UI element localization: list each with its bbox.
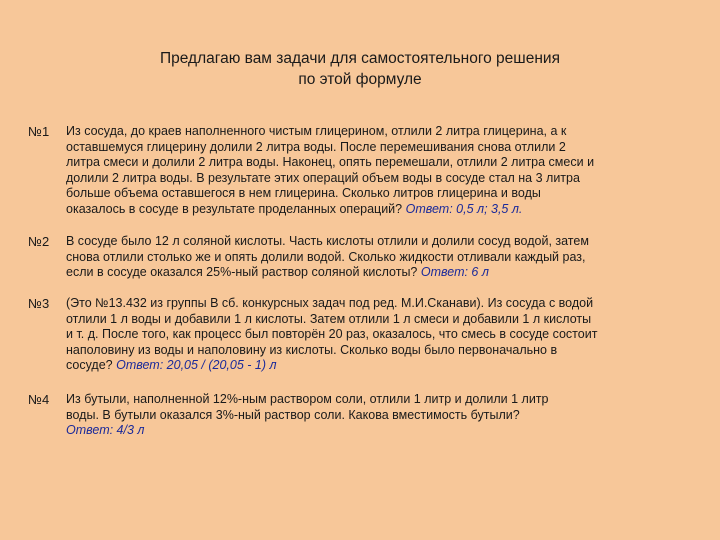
problem-line: наполовину из воды и наполовину из кислоты. Сколько воды было первоначально в — [66, 342, 558, 357]
problem-line: сосуде? — [66, 358, 113, 373]
problem-line: литра смеси и долили 2 литра воды. Наконец, опять перемешали, отлили 2 литра смеси и — [66, 155, 595, 170]
slide-title — [0, 48, 720, 90]
problem-line: (Это №13.432 из группы В сб. конкурсных задач под ред. М.И.Сканави). Из сосуда с водой — [66, 296, 594, 310]
problem-last-line — [66, 265, 706, 281]
problem-line: долили 2 литра воды. В результате этих операций объем воды в сосуде стал на 3 литра — [66, 170, 580, 185]
problem-line: отлили 1 л воды и добавили 1 л кислоты. Затем отлили 1 л смеси и добавили 1 л кислоты — [66, 311, 592, 326]
problem-line: В сосуде было 12 л соляной кислоты. Часть кислоты отлили и долили сосуд водой, затем — [66, 234, 589, 248]
title-line-2: по этой формуле — [298, 71, 422, 88]
problem-line: оказалось в сосуде в результате проделанных операций? — [66, 201, 403, 216]
problem-text — [66, 296, 706, 374]
problem-line: Из бутыли, наполненной 12%-ным раствором соли, отлили 1 литр и долили 1 литр — [66, 392, 549, 406]
problem-last-line — [66, 202, 706, 218]
problem-number: №4 — [28, 392, 50, 407]
problem-number: №3 — [28, 296, 50, 311]
problem-line: если в сосуде оказался 25%-ный раствор соляной кислоты? — [66, 265, 418, 280]
problem-number: №2 — [28, 234, 50, 249]
problem-line: и т. д. После того, как процесс был повторён 20 раз, оказалось, что смесь в сосуде состоит — [66, 327, 598, 342]
answer: Ответ: 20,05 / (20,05 - 1) л — [116, 358, 277, 373]
problem-line: оставшемуся глицерину долили 2 литра воды. После перемешивания снова отлили 2 — [66, 139, 566, 154]
problem-line: воды. В бутыли оказался 3%-ный раствор соли. Какова вместимость бутыли? — [66, 407, 520, 422]
problem-text — [66, 234, 706, 281]
answer: Ответ: 4/3 л — [66, 423, 145, 438]
answer: Ответ: 6 л — [420, 265, 489, 280]
answer: Ответ: 0,5 л; 3,5 л. — [405, 201, 523, 216]
problem-text — [66, 392, 706, 439]
problem-line: снова отлили столько же и опять долили водой. Сколько жидкости отливали каждый раз, — [66, 249, 586, 264]
problem-last-line — [66, 358, 706, 374]
problem-line: больше объема оставшегося в нем глицерина. Сколько литров глицерина и воды — [66, 186, 541, 201]
problem-number: №1 — [28, 124, 50, 139]
problem-line: Из сосуда, до краев наполненного чистым глицерином, отлили 2 литра глицерина, а к — [66, 124, 567, 138]
title-line-1: Предлагаю вам задачи для самостоятельного решения — [160, 50, 560, 67]
problem-text — [66, 124, 706, 218]
